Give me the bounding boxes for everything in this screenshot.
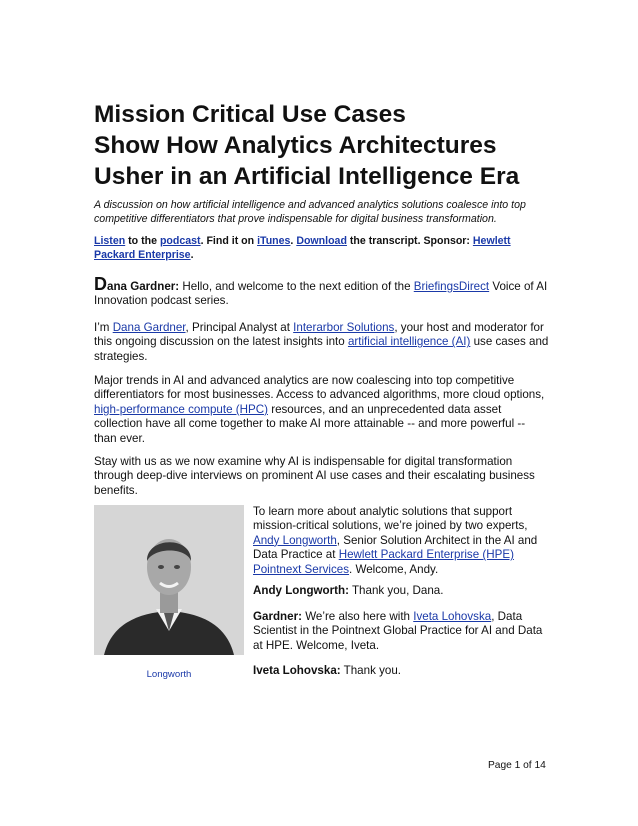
paragraph-text: I’m [94, 321, 113, 334]
paragraph-text: , your host and moderator for this ongoing discussion on the latest insights into [94, 321, 544, 349]
paragraph-text: Thank you. [340, 664, 402, 677]
itunes-link[interactable]: iTunes [257, 235, 291, 247]
listen-text-1: to the [125, 235, 160, 247]
document-title [94, 99, 594, 192]
paragraph-andy-reply [253, 584, 549, 598]
paragraph-text: Hello, and welcome to the next edition of the [179, 280, 414, 293]
paragraph-text: use cases and strategies. [94, 335, 549, 363]
listen-text-5: . [190, 248, 194, 261]
listen-link[interactable]: Listen [94, 235, 126, 247]
paragraph-intro [94, 274, 550, 309]
iveta-lohovska-link[interactable]: Iveta Lohovska [413, 610, 492, 623]
portrait-image [94, 505, 244, 655]
listen-line [94, 235, 554, 262]
paragraph-text: Major trends in AI and advanced analytics are now coalescing into top competitive differentiators for most businesses. Access to advanced algorithms, more cloud options, [94, 374, 545, 402]
longworth-photo [94, 505, 244, 655]
paragraph-text: , Data Scientist in the Pointnext Global Practice for AI and Data at HPE. Welcome, Iveta. [253, 610, 543, 652]
listen-text-3: . [290, 235, 297, 247]
paragraph-experts [253, 505, 549, 577]
hpc-link[interactable]: high-performance compute (HPC) [94, 402, 268, 416]
briefingsdirect-link[interactable]: BriefingsDirect [413, 280, 490, 293]
paragraph-text: resources, and an unprecedented data asset collection have all come together to make AI more attainable -- and more powerful -- than ever. [94, 402, 526, 445]
listen-text-4: the transcript. Sponsor: [346, 235, 473, 247]
paragraph-iveta-reply [253, 664, 549, 678]
hpe-pointnext-link[interactable]: Hewlett Packard Enterprise (HPE) Pointnext Services [253, 548, 514, 576]
paragraph-text: . Welcome, Andy. [349, 562, 439, 576]
photo-caption: Longworth [146, 669, 192, 680]
speaker-label: Gardner: [253, 610, 302, 623]
title-line-3: Usher in an Artificial Intelligence Era [94, 163, 520, 190]
title-line-2: Show How Analytics Architectures [94, 132, 497, 159]
paragraph-text: We’re also here with [301, 610, 414, 623]
paragraph-text: To learn more about analytic solutions that support mission-critical solutions, we’re joined by two experts, [253, 505, 528, 533]
paragraph-text: Voice of AI Innovation podcast series. [94, 280, 548, 308]
paragraph-text: Thank you, Dana. [348, 584, 444, 597]
paragraph-trends [94, 374, 550, 446]
speaker-label: Iveta Lohovska: [253, 664, 341, 677]
paragraph-host [94, 321, 550, 364]
andy-longworth-link[interactable]: Andy Longworth [253, 533, 337, 547]
title-line-1: Mission Critical Use Cases [94, 101, 406, 128]
paragraph-text: , Senior Solution Architect in the AI and Data Practice at [253, 533, 538, 562]
sponsor-link[interactable]: Hewlett Packard Enterprise [94, 235, 511, 261]
page-number: Page 1 of 14 [488, 760, 546, 771]
download-link[interactable]: Download [296, 235, 347, 247]
paragraph-stay: Stay with us as we now examine why AI is indispensable for digital transformation through deep-dive interviews on prominent AI use cases and their escalating business benefits. [94, 455, 535, 497]
speaker-label: ana Gardner: [107, 280, 180, 293]
podcast-link[interactable]: podcast [159, 235, 201, 247]
subtitle: A discussion on how artificial intelligence and advanced analytics solutions coalesce into top competitive differentiators that prove indispensable for digital business transformation. [94, 199, 526, 225]
drop-cap: D [94, 274, 107, 294]
interarbor-solutions-link[interactable]: Interarbor Solutions [293, 321, 395, 334]
dana-gardner-link[interactable]: Dana Gardner [112, 321, 186, 334]
listen-text-2: . Find it on [200, 235, 258, 247]
artificial-intelligence-link[interactable]: artificial intelligence (AI) [347, 335, 471, 349]
paragraph-iveta-intro [253, 610, 549, 653]
paragraph-text: , Principal Analyst at [185, 321, 294, 334]
speaker-label: Andy Longworth: [253, 584, 349, 597]
